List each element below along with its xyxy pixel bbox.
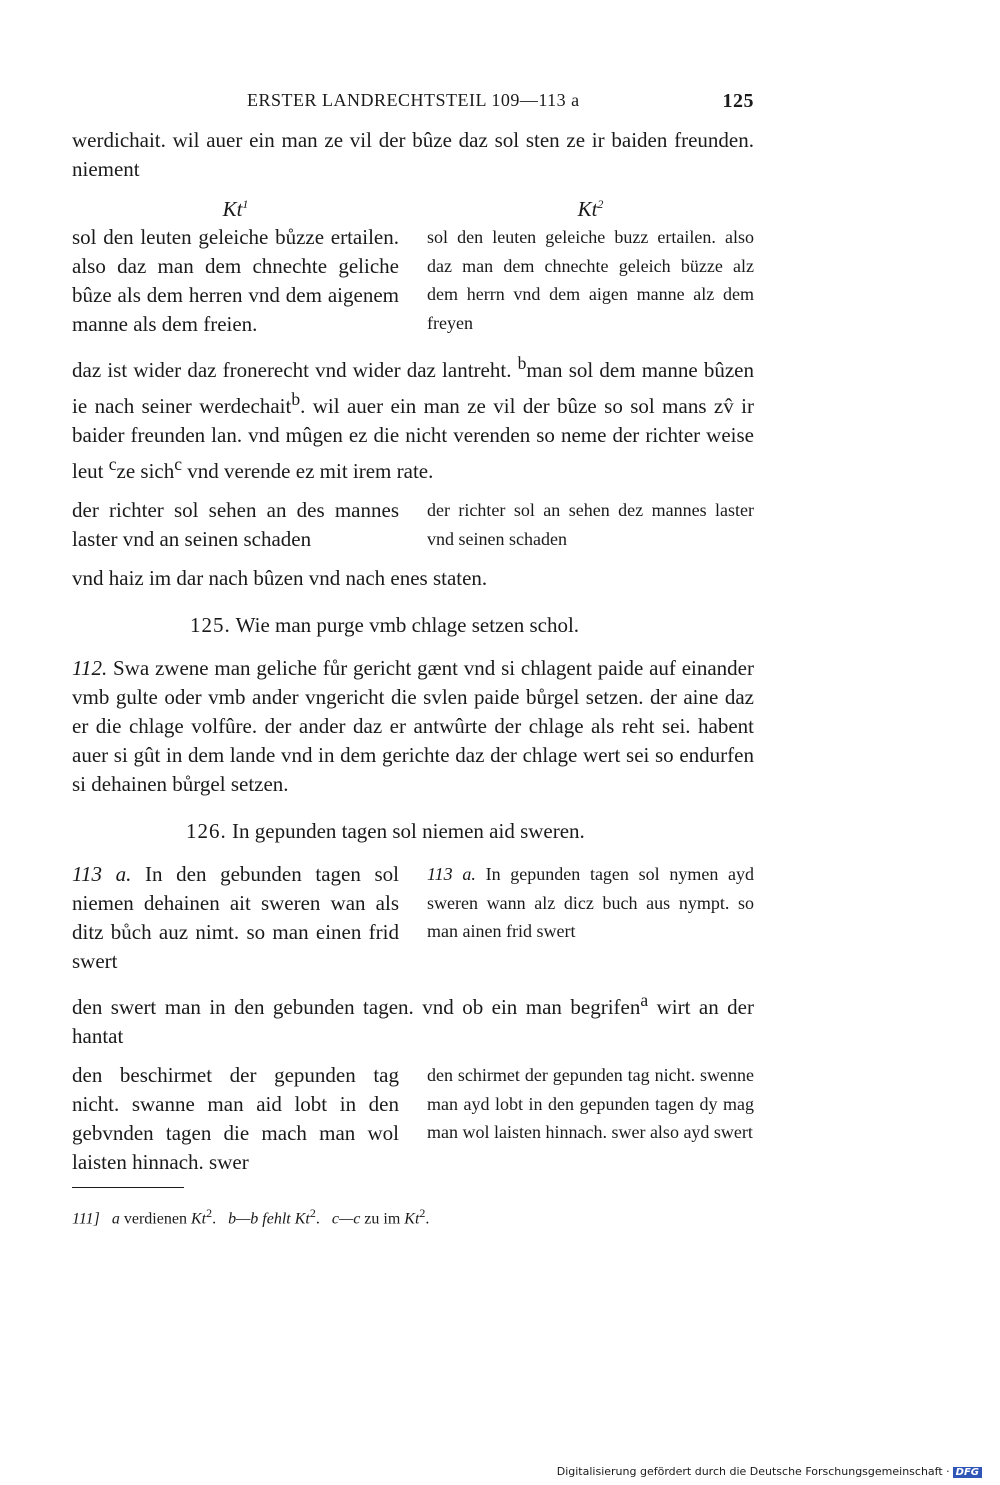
- section-heading-125: 125. Wie man purge vmb chlage setzen schol.: [190, 613, 580, 637]
- footnotes: 111] a verdienen Kt$^2$. b—b fehlt Kt$^2$. c—c zu im Kt$^2$.: [72, 1206, 430, 1228]
- column-headings: [72, 190, 754, 223]
- paragraph-1: werdichait. wil auer ein man ze vil der bûze daz sol sten ze ir baiden freunden. niement: [72, 128, 754, 181]
- parallel-block-4: [72, 1061, 754, 1177]
- kt2-text: den schirmet der gepunden tag nicht. swenne man ayd lobt in den gepunden tagen dy mag man wol laisten hinnach. swer also ayd swert: [427, 1065, 754, 1142]
- kt1-text: der richter sol sehen an des mannes laster vnd an seinen schaden: [72, 498, 399, 551]
- running-title: ERSTER LANDRECHTSTEIL 109—113 a: [247, 90, 580, 110]
- kt2-text: 113 a. In gepunden tagen sol nymen ayd sweren wann alz dicz buch aus nympt. so man ainen frid swert: [427, 864, 755, 941]
- kt2-text: der richter sol an sehen dez mannes laster vnd seinen schaden: [427, 500, 754, 549]
- page-number: 125: [722, 90, 754, 112]
- parallel-block-1: [72, 223, 754, 339]
- column-heading-kt1: Kt$^1$: [222, 197, 249, 221]
- paragraph-2: daz ist wider daz fronerecht vnd wider daz lantreht. $^b$man sol dem manne bûzen ie nach seiner werdechait$^b$. wil auer ein man ze vil der bûze so sol mans zv̂ ir baider freunden lan. vnd mûgen ez die nicht verenden so neme der richter weise leut $^c$ze sich$^c$ vnd verende ez mit irem rate.: [72, 353, 755, 483]
- paragraph-5: den swert man in den gebunden tagen. vnd ob ein man begrifen$^a$ wirt an der hantat: [72, 990, 754, 1048]
- running-head: [72, 90, 754, 126]
- kt1-text: den beschirmet der gepunden tag nicht. swanne man aid lobt in den gebvnden tagen die mach man wol laisten hinnach. swer: [72, 1063, 399, 1174]
- paragraph-3: vnd haiz im dar nach bûzen vnd nach enes staten.: [72, 566, 488, 590]
- column-heading-kt2: Kt$^2$: [577, 197, 604, 221]
- kt2-text: sol den leuten geleiche buzz ertailen. also daz man dem chnechte geleich büzze alz dem herrn vnd dem aigen manne alz dem freyen: [427, 227, 754, 333]
- parallel-block-3: [72, 860, 754, 976]
- kt1-text: 113 a. In den gebunden tagen sol niemen dehainen ait sweren wan als ditz bůch auz nimt. so man einen frid swert: [72, 862, 399, 973]
- digitization-credit: Digitalisierung gefördert durch die Deutsche Forschungsgemeinschaft · DFG: [557, 1465, 982, 1478]
- kt1-text: sol den leuten geleiche bůzze ertailen. also daz man dem chnechte geliche bûze als dem herren vnd dem aigenem manne als dem freien.: [72, 225, 399, 336]
- paragraph-112: 112. Swa zwene man geliche fůr gericht gænt vnd si chlagent paide auf einander vmb gulte oder vmb ander vngericht die svlen paide bůrgel setzen. der aine daz er die chlage volfûre. der ander daz er antwûrte der chlage als reht sei. habent auer si gût in dem lande vnd in dem gerichte daz der chlage wert sei so endurfen si dehainen bůrgel setzen.: [72, 656, 754, 796]
- dfg-logo-icon: DFG: [953, 1467, 982, 1478]
- page: [72, 90, 754, 1230]
- parallel-block-2: [72, 496, 754, 554]
- section-heading-126: 126. In gepunden tagen sol niemen aid sweren.: [186, 819, 585, 843]
